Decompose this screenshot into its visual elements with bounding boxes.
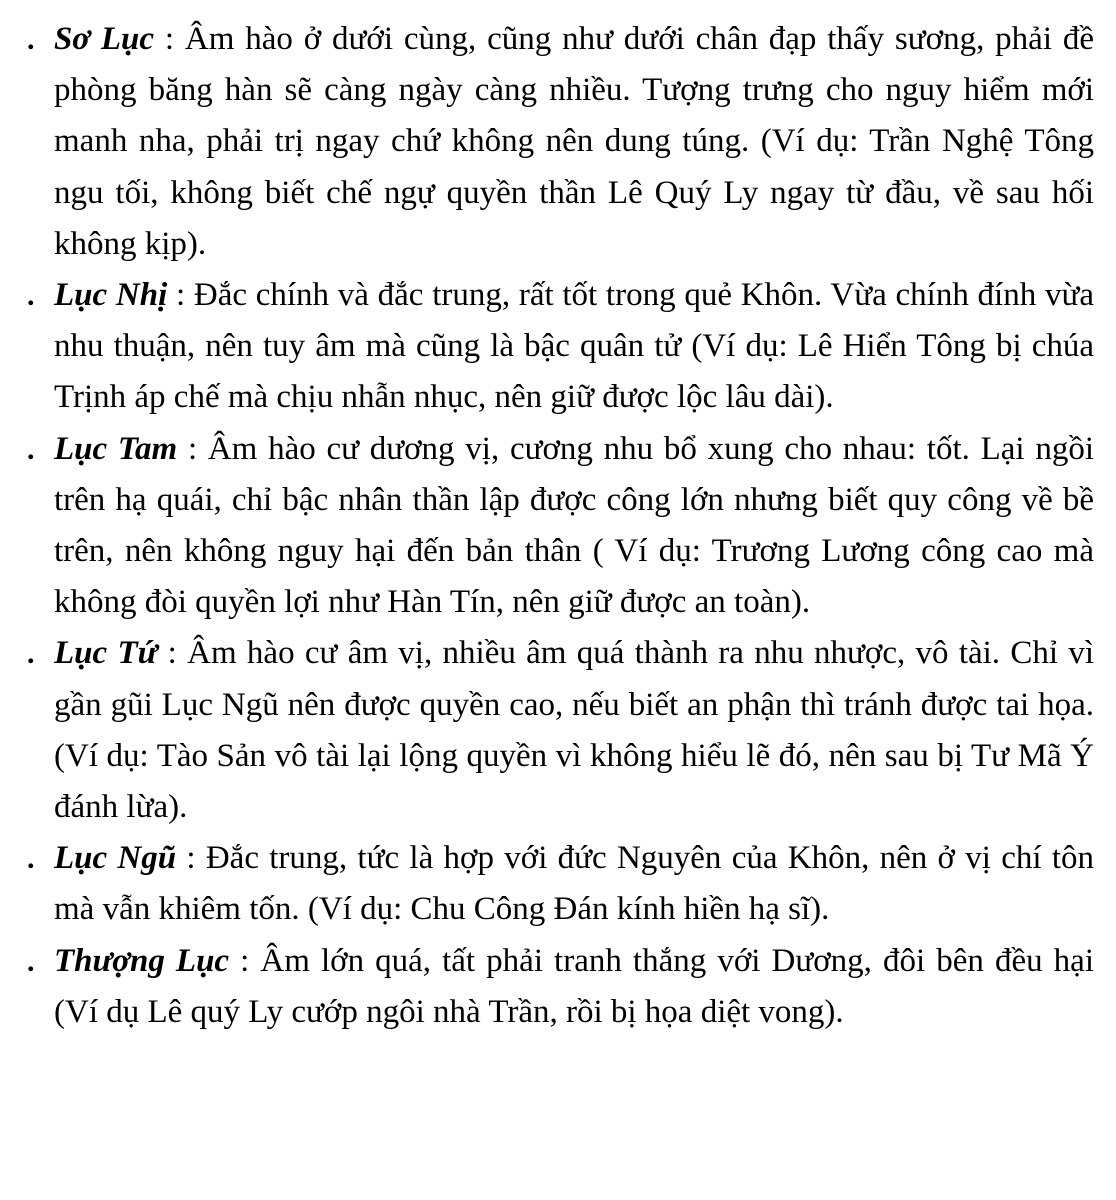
item-text: : Âm hào ở dưới cùng, cũng như dưới chân đạp thấy sương, phải đề phòng băng hàn sẽ càng ngày càng nhiều. Tượng trưng cho nguy hiểm mới manh nha, phải trị ngay chứ không nên dung túng. (Ví dụ: Trần Nghệ Tông ngu tối, không biết chế ngự quyền thần Lê Quý Ly ngay từ đầu, về sau hối không kịp). [54,21,1094,262]
item-term: Sơ Lục [54,21,155,57]
bullet-marker: . [27,23,35,56]
bullet-marker: . [27,842,35,876]
item-term: Lục Tứ [54,635,158,672]
item-text: : Âm hào cư âm vị, nhiều âm quá thành ra nhu nhược, vô tài. Chỉ vì gần gũi Lục Ngũ nên được quyền cao, nếu biết an phận thì tránh được tai họa. (Ví dụ: Tào Sản vô tài lại lộng quyền vì không hiểu lẽ đó, nên sau bị Tư Mã Ý đánh lừa). [54,635,1094,826]
list-item-so-luc [27,14,1094,270]
item-text: : Âm hào cư dương vị, cương nhu bổ xung cho nhau: tốt. Lại ngồi trên hạ quái, chỉ bậc nhân thần lập được công lớn nhưng biết quy công về bề trên, nên không nguy hại đến bản thân ( Ví dụ: Trương Lương công cao mà không đòi quyền lợi như Hàn Tín, nên giữ được an toàn). [54,430,1094,621]
item-term: Lục Nhị [54,277,168,314]
list-item-luc-ngu [27,833,1094,935]
item-term: Thượng Lục [54,942,230,979]
item-text: : Đắc trung, tức là hợp với đức Nguyên của Khôn, nên ở vị chí tôn mà vẫn khiêm tốn. (Ví dụ: Chu Công Đán kính hiền hạ sĩ). [54,840,1094,928]
bullet-marker: . [27,944,35,978]
bullet-marker: . [27,432,35,466]
list-item-luc-tam [27,424,1094,629]
item-term: Lục Tam [54,430,178,467]
item-term: Lục Ngũ [54,840,177,877]
bullet-marker: . [27,279,35,313]
item-text: : Đắc chính và đắc trung, rất tốt trong quẻ Khôn. Vừa chính đính vừa nhu thuận, nên tuy âm mà cũng là bậc quân tử (Ví dụ: Lê Hiển Tông bị chúa Trịnh áp chế mà chịu nhẫn nhục, nên giữ được lộc lâu dài). [54,277,1094,416]
list-item-luc-tu [27,628,1094,833]
list-item-luc-nhi [27,270,1094,424]
bullet-marker: . [27,637,35,671]
item-text: : Âm lớn quá, tất phải tranh thắng với Dương, đôi bên đều hại (Ví dụ Lê quý Ly cướp ngôi nhà Trần, rồi bị họa diệt vong). [54,942,1094,1030]
list-item-thuong-luc [27,936,1094,1038]
